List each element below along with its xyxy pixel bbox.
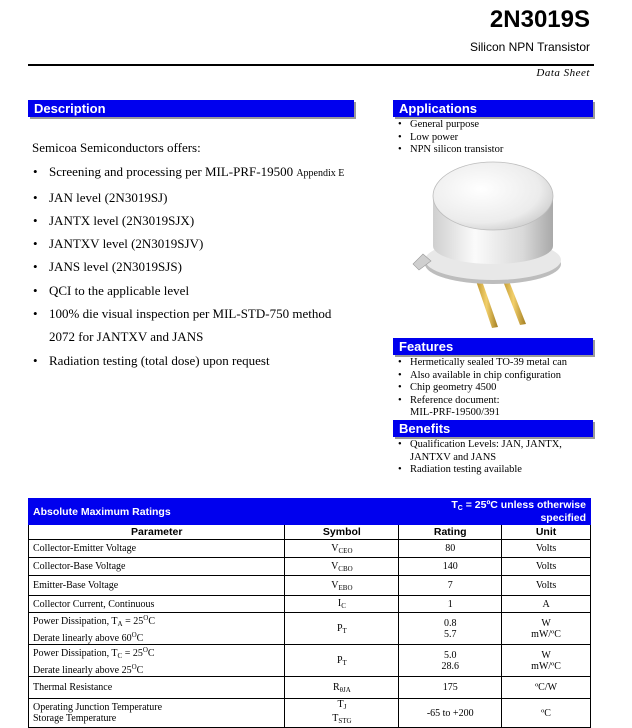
absolute-maximum-ratings-table xyxy=(28,498,591,728)
table-title-row xyxy=(29,499,591,525)
table-row: Thermal Resistance $R_{\theta JA}$ 175 ºC/W xyxy=(29,677,591,699)
col-unit: Unit xyxy=(502,525,591,540)
features-heading: Features xyxy=(393,338,593,355)
list-item: • Radiation testing (total dose) upon request xyxy=(32,349,362,372)
list-item: • Chip geometry 4500 xyxy=(394,382,594,395)
table-row: Collector Current, Continuous $I_C$ 1 A xyxy=(29,596,591,613)
list-item: • 100% die visual inspection per MIL-STD-750 method 2072 for JANTXV and JANS xyxy=(32,302,362,349)
list-item: • Hermetically sealed TO-39 metal can xyxy=(394,357,594,370)
table-row: Emitter-Base Voltage $V_{EBO}$ 7 Volts xyxy=(29,576,591,596)
ratings-title: Absolute Maximum Ratings xyxy=(29,499,399,525)
col-rating: Rating xyxy=(399,525,502,540)
benefits-heading: Benefits xyxy=(393,420,593,437)
table-header-row xyxy=(29,525,591,540)
list-item: • JANS level (2N3019SJS) xyxy=(32,255,362,278)
part-number-title: 2N3019S xyxy=(489,6,590,33)
header-rule xyxy=(28,64,594,66)
col-symbol: Symbol xyxy=(285,525,399,540)
description-list xyxy=(32,160,362,372)
ratings-condition: $T_C$ = 25ºC unless otherwise specified xyxy=(399,499,591,525)
table-row: Power Dissipation, $T_A = 25^OC$ Derate linearly above $60^OC$ $P_T$ 0.8 5.7 W mW/ºC xyxy=(29,613,591,645)
list-item: • General purpose xyxy=(394,119,594,132)
appendix-note: Appendix E xyxy=(296,168,345,180)
list-item: • JANTX level (2N3019SJX) xyxy=(32,209,362,232)
applications-heading: Applications xyxy=(393,100,593,117)
description-heading: Description xyxy=(28,100,354,117)
list-item-continuation: JANTXV and JANS xyxy=(410,451,497,463)
col-parameter: Parameter xyxy=(29,525,285,540)
table-row: Operating Junction Temperature Storage Temperature $T_J$ $T_{STG}$ -65 to +200 ºC xyxy=(29,699,591,728)
list-item: • QCI to the applicable level xyxy=(32,279,362,302)
table-row: Collector-Emitter Voltage $V_{CEO}$ 80 Volts xyxy=(29,540,591,558)
list-item: • NPN silicon transistor xyxy=(394,144,594,157)
applications-body xyxy=(394,119,594,157)
doc-type-label: Data Sheet xyxy=(536,67,590,79)
features-list xyxy=(394,357,594,420)
features-body xyxy=(394,357,594,420)
list-item: • Qualification Levels: JAN, JANTX, JANTXV and JANS xyxy=(394,439,594,464)
table-row: Power Dissipation, $T_C = 25^OC$ Derate linearly above $25^OC$ $P_T$ 5.0 28.6 W mW/ºC xyxy=(29,645,591,677)
description-intro: Semicoa Semiconductors offers: xyxy=(32,140,201,155)
list-item: • Also available in chip configuration xyxy=(394,370,594,383)
applications-list xyxy=(394,119,594,157)
list-item: • Reference document: MIL-PRF-19500/391 xyxy=(394,395,594,420)
description-body xyxy=(32,136,362,372)
list-item-continuation: MIL-PRF-19500/391 xyxy=(410,407,500,419)
benefits-list xyxy=(394,439,594,477)
list-item: • Screening and processing per MIL-PRF-19500 Appendix E xyxy=(32,160,362,185)
to39-transistor-icon xyxy=(405,156,575,336)
list-item: • JANTXV level (2N3019SJV) xyxy=(32,232,362,255)
part-subtitle: Silicon NPN Transistor xyxy=(469,40,590,54)
list-item-continuation: 2072 for JANTXV and JANS xyxy=(49,329,204,345)
benefits-body xyxy=(394,439,594,477)
list-item: • Radiation testing available xyxy=(394,464,594,477)
list-item: • Low power xyxy=(394,132,594,145)
table-row: Collector-Base Voltage $V_{CBO}$ 140 Volts xyxy=(29,558,591,576)
list-item: • JAN level (2N3019SJ) xyxy=(32,186,362,209)
